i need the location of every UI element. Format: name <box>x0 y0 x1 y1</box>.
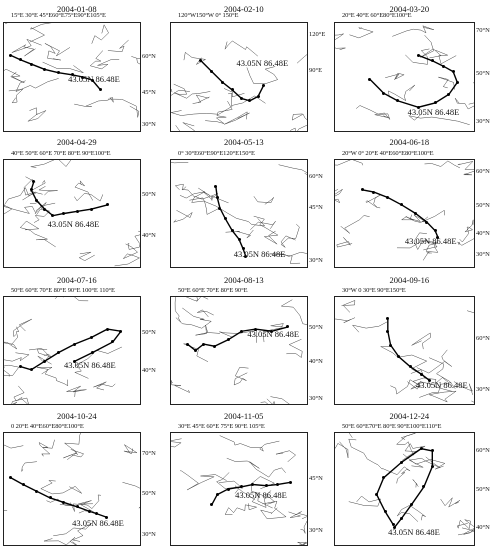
border-line <box>74 193 103 201</box>
border-line <box>28 108 46 122</box>
latitude-label: 30°N <box>309 256 323 264</box>
border-line <box>9 89 23 103</box>
panel-date: 2004-02-10 <box>224 4 264 14</box>
border-line <box>4 342 17 349</box>
coastline-borders <box>171 41 307 131</box>
trajectory-point <box>202 343 205 346</box>
border-line <box>417 350 452 373</box>
panel-date: 2004-04-29 <box>57 137 97 147</box>
site-label: 43.05N 86.48E <box>247 329 300 340</box>
border-line <box>79 252 95 261</box>
trajectory-point <box>240 330 243 333</box>
border-line <box>4 510 7 524</box>
longitude-labels: 15°E 30°E 45°E60°E75°E90°E105°E <box>11 12 106 19</box>
trajectory-point <box>409 365 412 368</box>
trajectory-point <box>389 344 392 347</box>
map-frame <box>334 22 475 132</box>
border-line <box>425 161 460 168</box>
border-line <box>224 112 249 124</box>
coastline-borders <box>4 433 140 545</box>
panel-date: 2004-10-24 <box>57 411 97 421</box>
border-line <box>295 542 307 545</box>
border-line <box>335 441 348 458</box>
border-line <box>423 252 432 260</box>
border-line <box>5 23 56 42</box>
border-line <box>348 433 359 438</box>
trajectory-point <box>382 92 385 95</box>
border-line <box>468 401 474 404</box>
trajectory-point <box>420 373 423 376</box>
map-frame <box>3 432 141 546</box>
trajectory-point <box>106 328 109 331</box>
trajectory-point <box>431 465 434 468</box>
latitude-label: 40°N <box>476 229 490 237</box>
border-line <box>392 26 434 37</box>
border-line <box>175 184 186 190</box>
border-line <box>67 386 87 397</box>
border-line <box>234 367 248 385</box>
border-line <box>4 439 23 448</box>
site-label: 43.05N 86.48E <box>72 517 124 528</box>
site-label: 43.05N 86.48E <box>233 249 286 260</box>
border-line <box>467 311 474 325</box>
map-frame <box>170 296 308 405</box>
border-line <box>300 519 307 534</box>
trajectory-point <box>216 493 219 496</box>
trajectory-point <box>368 78 371 81</box>
map-frame <box>3 22 141 132</box>
border-line <box>175 297 181 322</box>
latitude-label: 50°N <box>476 486 490 494</box>
latitude-label: 45°N <box>142 89 156 97</box>
site-label: 43.05N 86.48E <box>64 360 116 371</box>
back-trajectory-line <box>388 318 430 380</box>
trajectory-point <box>186 343 189 346</box>
border-line <box>385 73 404 80</box>
latitude-label: 30°N <box>142 531 156 539</box>
border-line <box>198 188 228 203</box>
latitude-label: 60°N <box>476 167 490 175</box>
border-line <box>469 84 474 104</box>
latitude-label: 50°N <box>476 69 490 77</box>
trajectory-point <box>227 338 230 341</box>
border-line <box>14 386 24 401</box>
border-line <box>458 527 474 535</box>
site-label: 43.05N 86.48E <box>68 74 120 85</box>
border-line <box>90 51 119 69</box>
border-line <box>247 67 278 84</box>
trajectory-point <box>456 81 459 84</box>
trajectory-point <box>420 447 423 450</box>
border-line <box>438 77 454 89</box>
border-line <box>171 162 188 170</box>
border-line <box>402 444 425 461</box>
border-line <box>225 41 258 56</box>
border-line <box>335 160 363 165</box>
border-line <box>4 365 19 376</box>
border-line <box>192 196 219 215</box>
longitude-labels: 50°E 60°E 70°E 80°E 90°E 100°E 110°E <box>11 287 115 294</box>
border-line <box>420 35 441 58</box>
latitude-label: 50°N <box>142 191 156 199</box>
border-line <box>171 438 182 447</box>
trajectory-point <box>400 461 403 464</box>
coastline-borders <box>4 23 140 121</box>
back-trajectory-line <box>363 190 438 237</box>
border-line <box>217 472 243 488</box>
longitude-labels: 0° 30°E60°E90°E120°E150°E <box>178 150 255 157</box>
map-frame <box>170 432 308 546</box>
border-line <box>220 436 280 452</box>
latitude-label: 30°N <box>476 386 490 394</box>
border-line <box>75 181 93 201</box>
trajectory-point <box>30 368 33 371</box>
latitude-label: 60°N <box>476 447 490 455</box>
border-line <box>261 401 276 404</box>
longitude-labels: 20°E 40°E 60°E80°E100°E <box>342 12 412 19</box>
border-line <box>342 300 355 312</box>
site-label: 43.05N 86.48E <box>404 236 457 247</box>
site-label: 43.05N 86.48E <box>388 526 440 537</box>
border-line <box>124 445 137 454</box>
latitude-label: 30°N <box>309 526 323 534</box>
latitude-label: 120°E <box>309 30 326 38</box>
border-line <box>413 480 419 488</box>
trajectory-point <box>76 210 79 213</box>
border-line <box>74 97 113 106</box>
trajectory-point <box>213 345 216 348</box>
latitude-label: 90°E <box>309 66 323 74</box>
border-line <box>43 62 84 73</box>
border-line <box>205 101 232 123</box>
panel-date: 2004-09-16 <box>389 275 430 285</box>
back-trajectory-line <box>216 187 246 257</box>
panel-date: 2004-03-20 <box>389 4 430 14</box>
border-line <box>108 40 129 52</box>
latitude-label: 40°N <box>309 358 323 366</box>
border-line <box>45 43 70 60</box>
border-line <box>37 349 51 357</box>
trajectory-point <box>90 336 93 339</box>
border-line <box>435 50 456 64</box>
coastline-borders <box>335 433 474 535</box>
latitude-label: 70°N <box>476 26 490 34</box>
map-canvas <box>4 433 140 545</box>
panel-date: 2004-11-05 <box>224 411 264 421</box>
panel-date: 2004-05-13 <box>224 137 264 147</box>
panel-date: 2004-01-08 <box>57 4 97 14</box>
border-line <box>4 327 19 349</box>
border-line <box>182 297 208 302</box>
map-canvas <box>335 160 474 267</box>
trajectory-point <box>227 488 230 491</box>
border-line <box>4 353 29 361</box>
border-line <box>460 220 474 242</box>
latitude-label: 40°N <box>142 366 156 374</box>
latitude-label: 40°N <box>476 524 490 532</box>
trajectory-point <box>238 238 241 241</box>
border-line <box>267 397 293 404</box>
border-line <box>184 344 208 362</box>
trajectory-point <box>216 196 219 199</box>
border-line <box>31 160 86 167</box>
border-line <box>349 27 373 38</box>
border-line <box>473 76 474 91</box>
coastline-borders <box>4 160 140 266</box>
back-trajectory-line <box>11 55 101 90</box>
longitude-labels: 20°W 0° 20°E 40°E60°E80°E100°E <box>342 150 434 157</box>
border-line <box>290 114 307 131</box>
latitude-label: 30°N <box>476 251 490 259</box>
trajectory-point <box>30 63 33 66</box>
map-canvas <box>4 297 140 404</box>
latitude-label: 60°N <box>142 52 156 60</box>
coastline-borders <box>171 297 307 404</box>
border-line <box>225 503 257 514</box>
border-line <box>254 216 278 244</box>
latitude-label: 50°N <box>142 489 156 497</box>
border-line <box>193 95 210 104</box>
trajectory-point <box>19 365 22 368</box>
longitude-labels: 30°E 45°E 60°E 75°E 90°E 105°E <box>178 423 265 430</box>
border-line <box>457 520 474 529</box>
trajectory-point <box>417 54 420 57</box>
border-line <box>171 379 190 392</box>
map-frame <box>170 22 308 132</box>
site-label: 43.05N 86.48E <box>415 379 468 390</box>
border-line <box>174 210 192 222</box>
trajectory-point <box>22 483 25 486</box>
map-frame <box>3 296 141 405</box>
site-label: 43.05N 86.48E <box>407 106 460 117</box>
border-line <box>4 205 35 221</box>
trajectory-point <box>289 481 292 484</box>
panel-date: 2004-07-16 <box>57 275 97 285</box>
longitude-labels: 30°W 0 30°E 90°E150°E <box>342 287 406 294</box>
border-line <box>353 322 387 332</box>
map-canvas <box>171 297 307 404</box>
border-line <box>286 339 302 357</box>
panel-date: 2004-12-24 <box>389 411 430 421</box>
border-line <box>22 462 37 472</box>
border-line <box>78 501 95 514</box>
border-line <box>335 189 343 203</box>
site-label: 43.05N 86.48E <box>236 57 289 68</box>
border-line <box>44 537 80 545</box>
trajectory-point <box>442 65 445 68</box>
border-line <box>55 297 88 301</box>
trajectory-point <box>231 229 234 232</box>
trajectory-point <box>194 349 197 352</box>
site-label: 43.05N 86.48E <box>235 489 287 500</box>
latitude-label: 45°N <box>309 475 323 483</box>
border-line <box>397 433 416 455</box>
border-line <box>122 482 140 508</box>
latitude-label: 50°N <box>476 202 490 210</box>
border-line <box>65 433 81 455</box>
map-frame <box>334 296 475 405</box>
map-frame <box>3 159 141 268</box>
border-line <box>276 451 296 462</box>
map-canvas <box>4 160 140 267</box>
border-line <box>176 308 211 328</box>
border-line <box>458 161 474 174</box>
border-line <box>180 189 205 198</box>
border-line <box>289 512 307 519</box>
trajectory-point <box>73 343 76 346</box>
border-line <box>254 196 274 204</box>
border-line <box>337 237 352 247</box>
latitude-label: 60°N <box>476 334 490 342</box>
trajectory-point <box>257 95 260 98</box>
map-frame <box>334 432 475 546</box>
panel-date: 2004-08-13 <box>224 275 264 285</box>
border-line <box>41 480 82 493</box>
map-frame <box>334 159 475 268</box>
border-line <box>349 496 381 506</box>
border-line <box>335 34 345 50</box>
border-line <box>92 25 109 44</box>
map-frame <box>170 159 308 268</box>
longitude-labels: 0 20°E 40°E60°E80°E100°E <box>11 423 84 430</box>
trajectory-point <box>35 490 38 493</box>
panel-date: 2004-06-18 <box>389 137 430 147</box>
border-line <box>174 84 211 98</box>
border-line <box>349 439 382 469</box>
longitude-labels: 50°E 60°E70°E 80°E 90°E100°E110°E <box>342 423 442 430</box>
trajectory-point <box>265 484 268 487</box>
latitude-label: 60°N <box>309 173 323 181</box>
border-line <box>4 69 24 83</box>
border-line <box>14 319 32 336</box>
border-line <box>356 106 390 120</box>
border-line <box>11 398 29 404</box>
border-line <box>297 50 307 63</box>
latitude-label: 50°N <box>309 324 323 332</box>
border-line <box>279 165 307 178</box>
border-line <box>441 498 460 507</box>
latitude-label: 45°N <box>309 204 323 212</box>
trajectory-point <box>276 483 279 486</box>
border-line <box>12 39 42 56</box>
border-line <box>412 333 431 349</box>
latitude-label: 30°N <box>309 394 323 402</box>
border-line <box>409 457 440 468</box>
border-line <box>93 382 115 390</box>
border-line <box>70 495 101 512</box>
border-line <box>366 195 380 208</box>
border-line <box>197 310 213 317</box>
border-line <box>115 244 140 266</box>
trajectory-point <box>90 208 93 211</box>
border-line <box>131 56 140 66</box>
trajectory-point <box>425 221 428 224</box>
trajectory-point <box>434 229 437 232</box>
trajectory-point <box>384 510 387 513</box>
trajectory-point <box>400 517 403 520</box>
border-line <box>226 230 254 238</box>
latitude-label: 50°N <box>142 329 156 337</box>
border-line <box>261 501 286 518</box>
border-line <box>227 458 286 477</box>
latitude-label: 40°N <box>142 232 156 240</box>
longitude-labels: 40°E 50°E 60°E 70°E 80°E 90°E100°E <box>11 150 111 157</box>
border-line <box>281 224 299 247</box>
border-line <box>39 440 55 456</box>
latitude-label: 30°N <box>476 118 490 126</box>
border-line <box>63 449 83 459</box>
trajectory-point <box>452 70 455 73</box>
back-trajectory-line <box>370 55 458 107</box>
latitude-label: 70°N <box>142 450 156 458</box>
border-line <box>128 231 140 250</box>
longitude-labels: 120°W150°W 0° 150°E <box>178 12 239 19</box>
latitude-label: 30°N <box>142 120 156 128</box>
border-line <box>195 325 219 335</box>
longitude-labels: 50°E 60°E 70°E 80°E 90°E <box>178 287 248 294</box>
site-label: 43.05N 86.48E <box>47 219 100 230</box>
border-line <box>171 123 195 131</box>
border-line <box>341 216 370 234</box>
map-canvas <box>171 23 307 131</box>
border-line <box>281 300 307 327</box>
